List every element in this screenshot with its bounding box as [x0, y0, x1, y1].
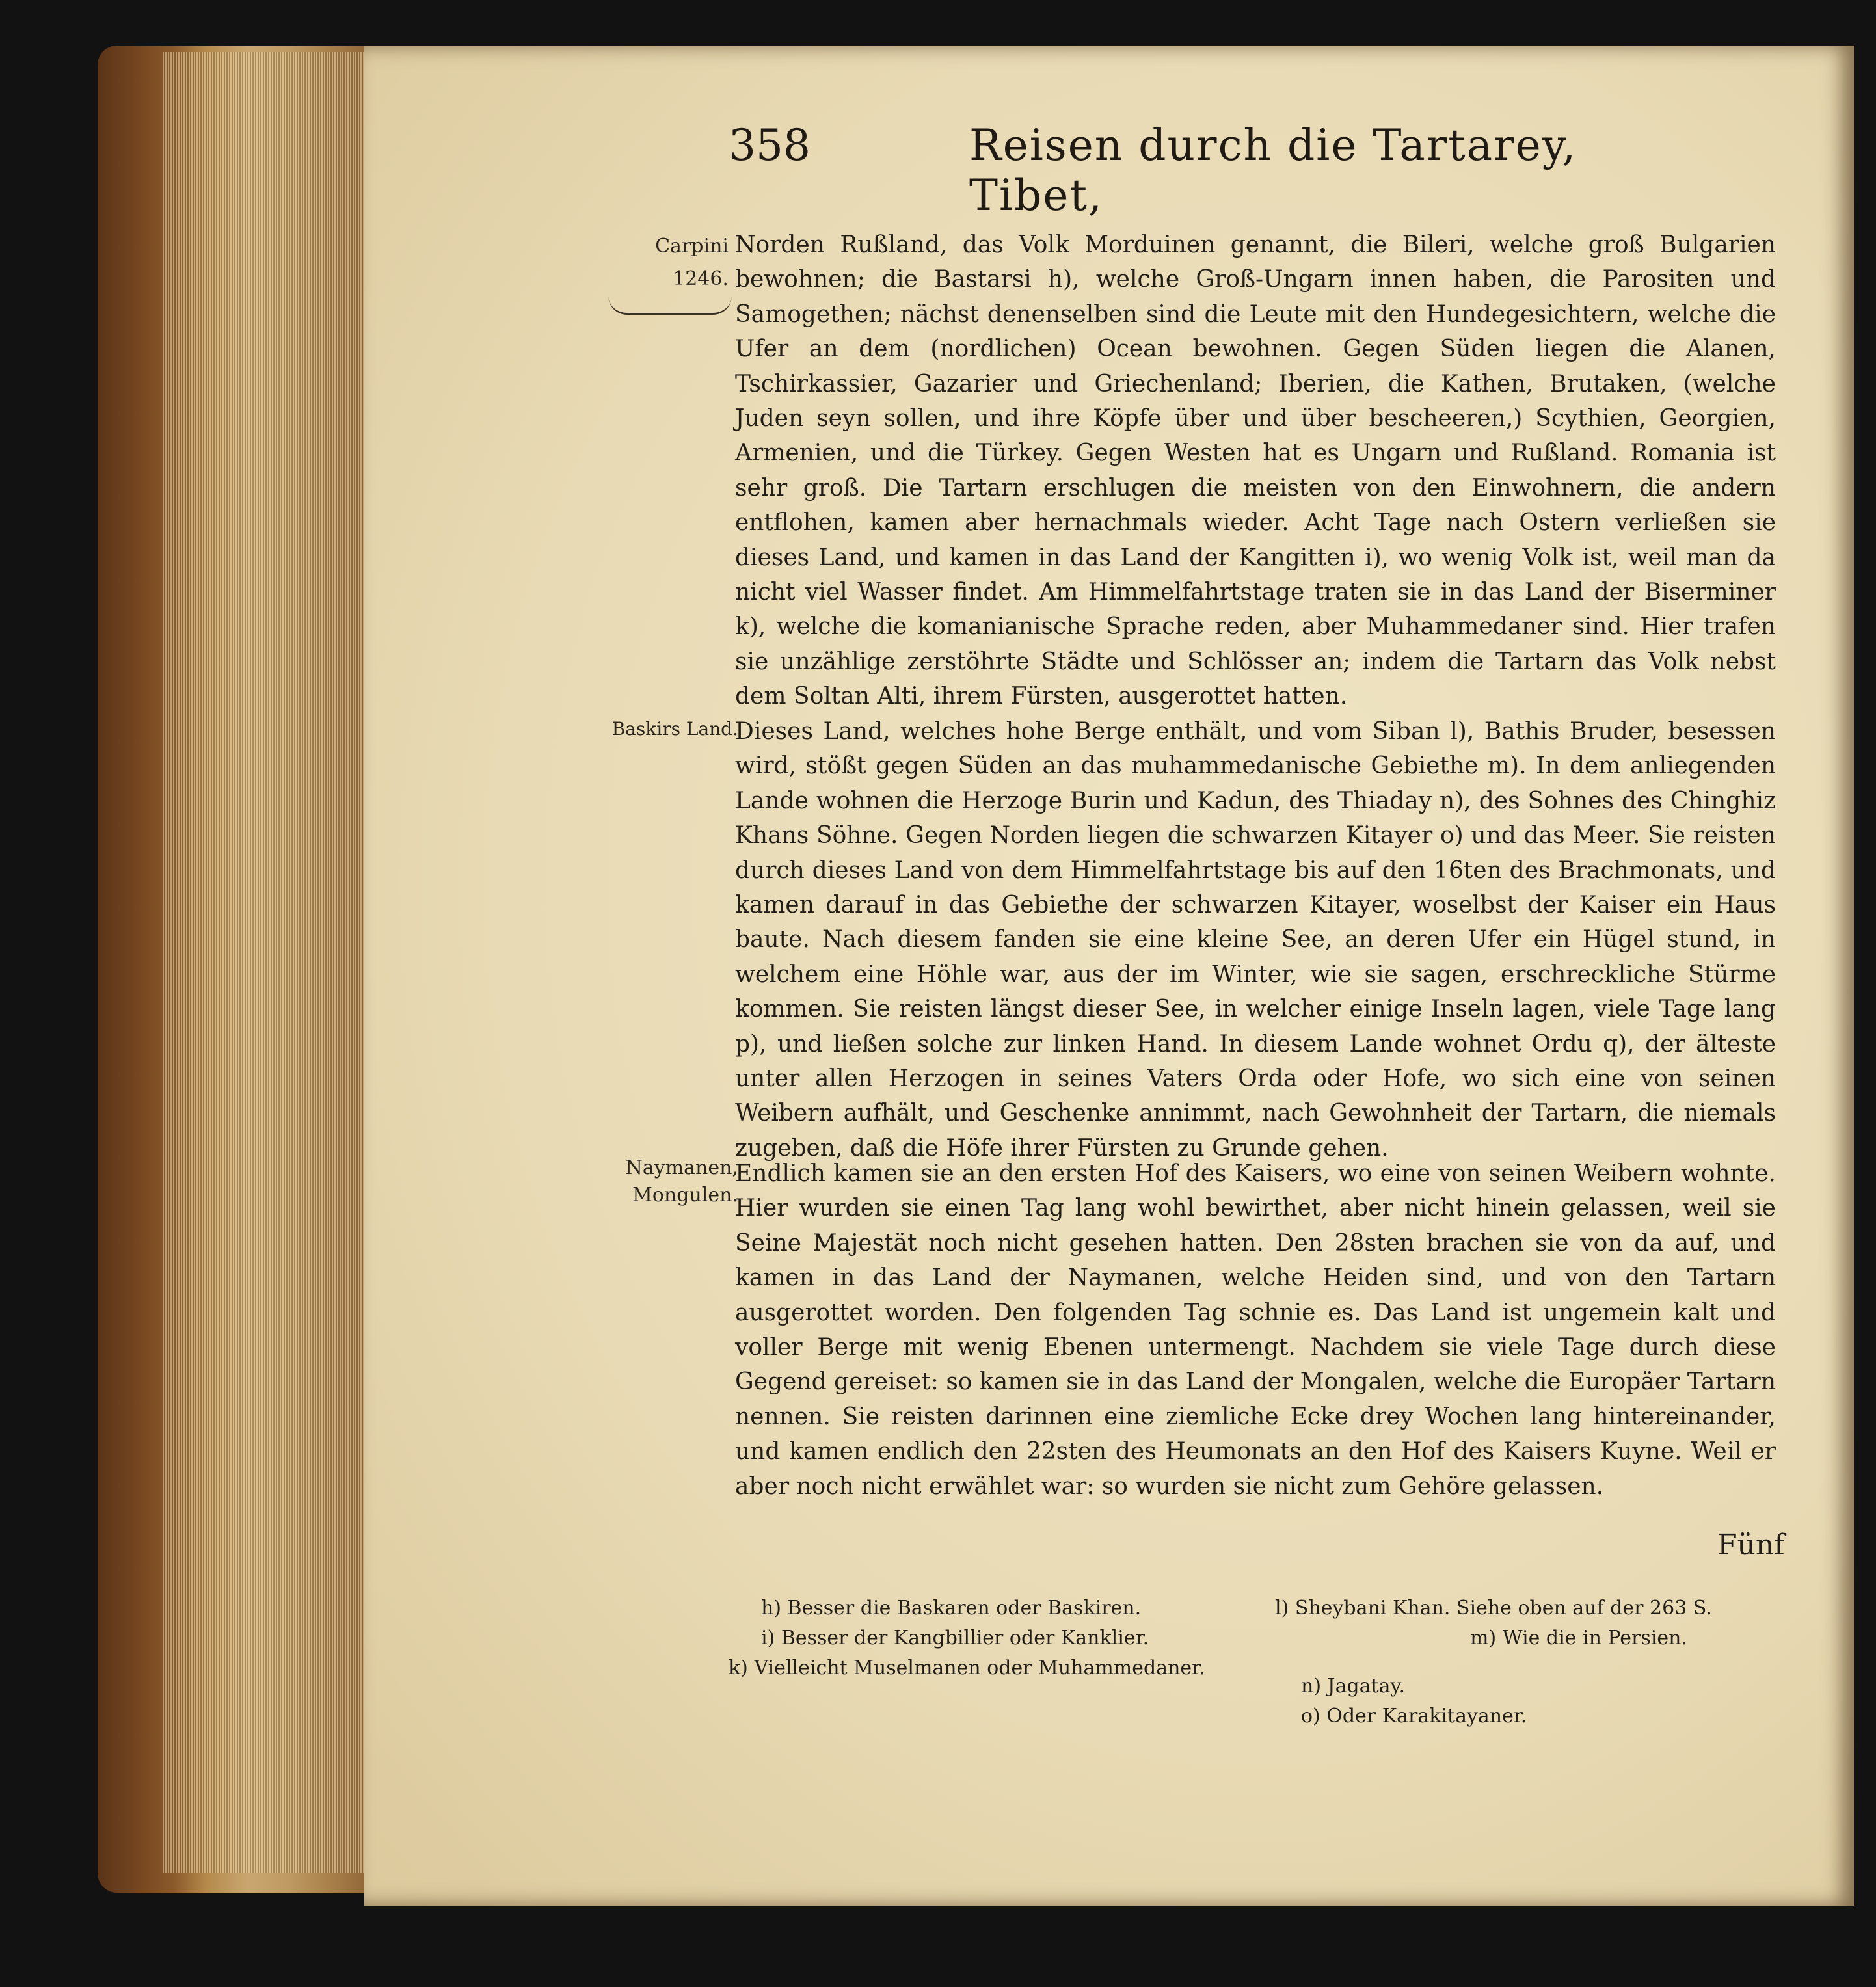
- paragraph-3: Endlich kamen sie an den ersten Hof des Kaisers, wo eine von seinen Weibern wohnte. Hier wurden sie einen Tag lang wohl bewirthet, aber nicht hinein gelassen, weil sie Seine Majestät noch nicht gesehen hatten. Den 28sten brachen sie von da auf, und kamen in das Land der Naymanen, welche Heiden sind, und von den Tartarn ausgerottet worden. Den folgenden Tag schnie es. Das Land ist ungemein kalt und voller Berge mit wenig Ebenen untermengt. Nachdem sie viele Tage durch diese Gegend gereiset: so kamen sie in das Land der Mongalen, welche die Europäer Tartarn nennen. Sie reisten darinnen eine ziemliche Ecke drey Wochen lang hintereinander, und kamen endlich den 22sten des Heumonats an den Hof des Kaisers Kuyne. Weil er aber noch nicht erwählet war: so wurden sie nicht zum Gehöre gelassen.: [735, 1160, 1776, 1500]
- footnote-m: m) Wie die in Persien.: [1470, 1627, 1687, 1649]
- page-header: [729, 120, 1646, 220]
- margin-note-mongulen: Mongulen.: [632, 1184, 738, 1207]
- page-edges: [163, 52, 364, 1873]
- footnote-l: l) Sheybani Khan. Siehe oben auf der 263 S.: [1275, 1597, 1712, 1620]
- margin-note-carpini: Carpini: [655, 235, 729, 258]
- paragraph-2: Dieses Land, welches hohe Berge enthält, und vom Siban l), Bathis Bruder, besessen wird, stößt gegen Süden an das muhammedanische Gebiethe m). In dem anliegenden Lande wohnen die Herzoge Burin und Kadun, des Thiaday n), des Sohnes des Chinghiz Khans Söhne. Gegen Norden liegen die schwarzen Kitayer o) und das Meer. Sie reisten durch dieses Land von dem Himmelfahrtstage bis auf den 16ten des Brachmonats, und kamen darauf in das Gebiethe der schwarzen Kitayer, woselbst der Kaiser ein Haus baute. Nach diesem fanden sie eine kleine See, an deren Ufer ein Hügel stund, in welchem eine Höhle war, aus der im Winter, wie sie sagen, erschreckliche Stürme kommen. Sie reisten längst dieser See, in welcher einige Inseln lagen, viele Tage lang p), und ließen solche zur linken Hand. In diesem Lande wohnet Ordu q), der älteste unter allen Herzogen in seines Vaters Orda oder Hofe, wo sich eine von seinen Weibern aufhält, und Geschenke annimmt, nach Gewohnheit der Tartarn, die niemals zugeben, daß die Höfe ihrer Fürsten zu Grunde gehen.: [735, 718, 1776, 1162]
- catchword: Fünf: [1717, 1528, 1785, 1562]
- footnote-n: n) Jagatay.: [1301, 1675, 1406, 1698]
- page-number: 358: [729, 120, 811, 170]
- margin-bracket: [608, 296, 732, 315]
- margin-note-baskirs: Baskirs Land.: [611, 718, 738, 740]
- footnote-h: h) Besser die Baskaren oder Baskiren.: [761, 1597, 1142, 1620]
- footnote-i: i) Besser der Kangbillier oder Kanklier.: [761, 1627, 1149, 1649]
- margin-note-naymanen: Naymanen,: [625, 1156, 738, 1179]
- margin-note-year: 1246.: [673, 267, 729, 290]
- footnote-k: k) Vielleicht Muselmanen oder Muhammedaner.: [729, 1657, 1205, 1679]
- paragraph-1: Norden Rußland, das Volk Morduinen genannt, die Bileri, welche groß Bulgarien bewohnen; die Bastarsi h), welche Groß-Ungarn innen haben, die Parositen und Samogethen; nächst denenselben sind die Leute mit den Hundegesichtern, welche die Ufer an dem (nordlichen) Ocean bewohnen. Gegen Süden liegen die Alanen, Tschirkassier, Gazarier und Griechenland; Iberien, die Kathen, Brutaken, (welche Juden seyn sollen, und ihre Köpfe über und über bescheeren,) Scythien, Georgien, Armenien, und die Türkey. Gegen Westen hat es Ungarn und Rußland. Romania ist sehr groß. Die Tartarn erschlugen die meisten von den Einwohnern, die andern entflohen, kamen aber hernachmals wieder. Acht Tage nach Ostern verließen sie dieses Land, und kamen in das Land der Kangitten i), wo wenig Volk ist, weil man da nicht viel Wasser findet. Am Himmelfahrtstage traten sie in das Land der Biserminer k), welche die komanianische Sprache reden, aber Muhammedaner sind. Hier trafen sie unzählige zerstöhrte Städte und Schlösser an; indem die Tartarn das Volk nebst dem Soltan Alti, ihrem Fürsten, ausgerottet hatten.: [735, 232, 1776, 710]
- running-title: Reisen durch die Tartarey, Tibet,: [969, 120, 1577, 220]
- footnote-o: o) Oder Karakitayaner.: [1301, 1705, 1527, 1727]
